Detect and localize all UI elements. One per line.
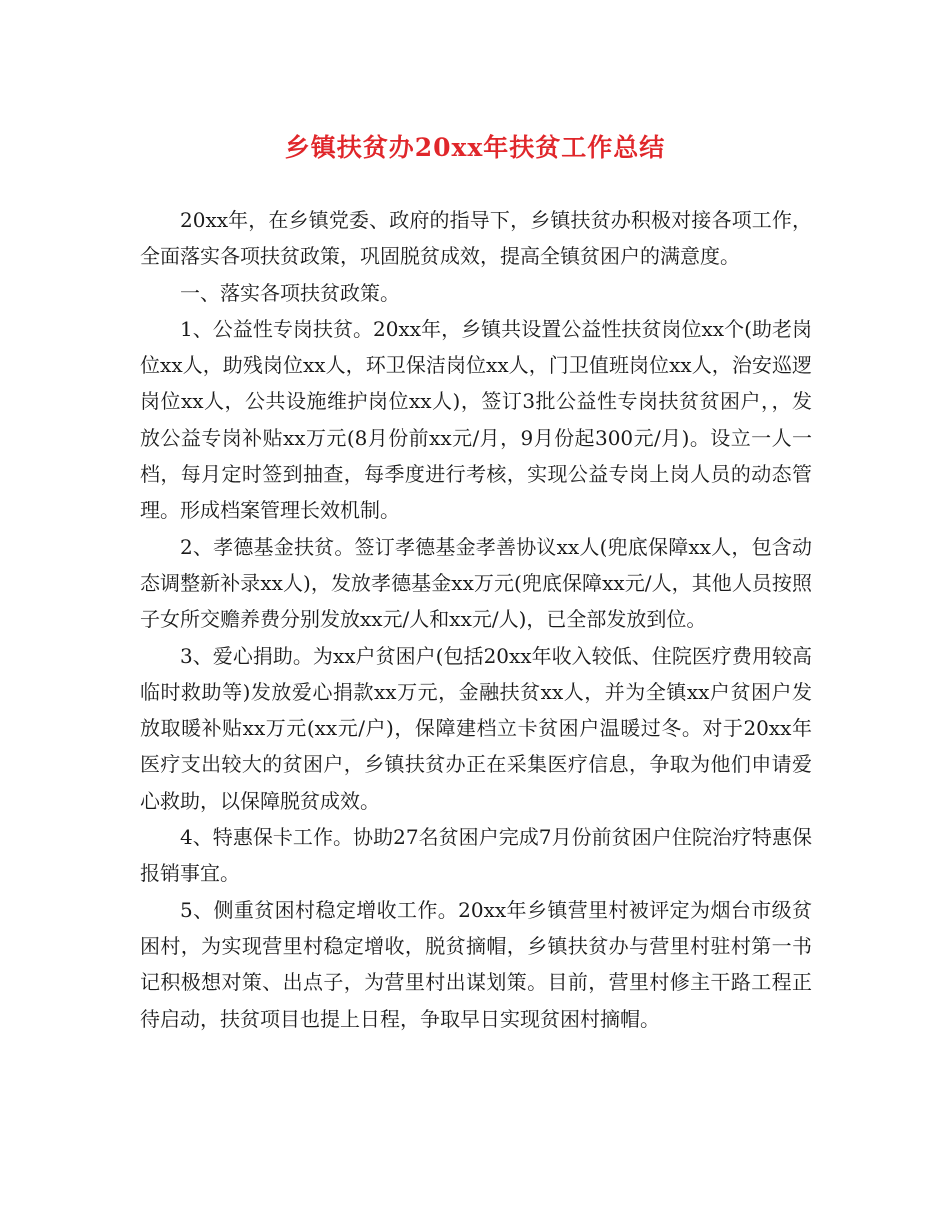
item-paragraph-3: 3、爱心捐助。为xx户贫困户(包括20xx年收入较低、住院医疗费用较高临时救助等)发放爱心捐款xx万元，金融扶贫xx人，并为全镇xx户贫困户发放取暖补贴xx万元(xx元/户)，保障建档立卡贫困户温暖过冬。对于20xx年医疗支出较大的贫困户，乡镇扶贫办正在采集医疗信息，争取为他们申请爱心救助，以保障脱贫成效。 (140, 643, 812, 813)
item-paragraph-5: 5、侧重贫困村稳定增收工作。20xx年乡镇营里村被评定为烟台市级贫困村，为实现营里村稳定增收，脱贫摘帽，乡镇扶贫办与营里村驻村第一书记积极想对策、出点子，为营里村出谋划策。目前，营里村修主干路工程正待启动，扶贫项目也提上日程，争取早日实现贫困村摘帽。 (140, 897, 812, 1031)
item-paragraph-1: 1、公益性专岗扶贫。20xx年，乡镇共设置公益性扶贫岗位xx个(助老岗位xx人，助残岗位xx人，环卫保洁岗位xx人，门卫值班岗位xx人，治安巡逻岗位xx人，公共设施维护岗位xx人)，签订3批公益性专岗扶贫贫困户，，发放公益专岗补贴xx万元(8月份前xx元/月，9月份起300元/月)。设立一人一档，每月定时签到抽查，每季度进行考核，实现公益专岗上岗人员的动态管理。形成档案管理长效机制。 (140, 316, 812, 523)
item-paragraph-4: 4、特惠保卡工作。协助27名贫困户完成7月份前贫困户住院治疗特惠保报销事宜。 (140, 825, 812, 886)
item-paragraph-2: 2、孝德基金扶贫。签订孝德基金孝善协议xx人(兜底保障xx人，包含动态调整新补录xx人)，发放孝德基金xx万元(兜底保障xx元/人，其他人员按照子女所交赡养费分别发放xx元/人和xx元/人)，已全部发放到位。 (140, 534, 812, 632)
intro-paragraph: 20xx年，在乡镇党委、政府的指导下，乡镇扶贫办积极对接各项工作，全面落实各项扶贫政策，巩固脱贫成效，提高全镇贫困户的满意度。 (140, 208, 812, 269)
section-heading: 一、落实各项扶贫政策。 (180, 280, 400, 305)
document-body (140, 202, 812, 1037)
document-title: 乡镇扶贫办20xx年扶贫工作总结 (284, 133, 666, 162)
